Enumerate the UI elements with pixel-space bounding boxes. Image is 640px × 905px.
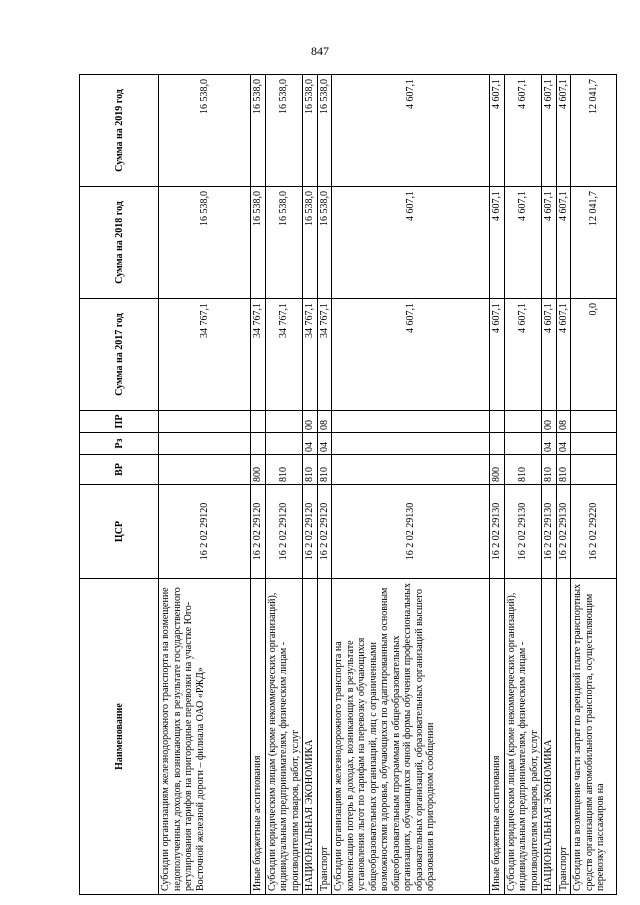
sum-2017-cell: 4 607,1 <box>490 299 505 411</box>
row-name-cell: НАЦИОНАЛЬНАЯ ЭКОНОМИКА <box>542 579 557 895</box>
sum-2019-cell: 16 538,0 <box>251 75 266 187</box>
sum-2017-cell: 34 767,1 <box>265 299 303 411</box>
header-sum-2017: Сумма на 2017 год <box>80 299 159 411</box>
row-name-cell: НАЦИОНАЛЬНАЯ ЭКОНОМИКА <box>303 579 318 895</box>
vr-cell: 810 <box>556 455 571 485</box>
rz-cell: 04 <box>556 433 571 455</box>
sum-2018-cell: 4 607,1 <box>332 187 490 299</box>
sum-2019-cell: 4 607,1 <box>542 75 557 187</box>
row-name-cell: Субсидии юридическим лицам (кроме некоммерческих организаций), индивидуальным предпринимателям, физическим лицам - производителям товаров, работ, услуг <box>265 579 303 895</box>
rotated-table-container <box>79 75 606 895</box>
sum-2019-cell: 16 538,0 <box>265 75 303 187</box>
header-csr: ЦСР <box>80 485 159 579</box>
sum-2019-cell: 12 041,7 <box>571 75 617 187</box>
pr-cell: 08 <box>556 411 571 433</box>
csr-cell: 16 2 02 29120 <box>251 485 266 579</box>
pr-cell <box>504 411 542 433</box>
rz-cell: 04 <box>317 433 332 455</box>
header-pr: ПР <box>80 411 159 433</box>
csr-cell: 16 2 02 29130 <box>542 485 557 579</box>
sum-2018-cell: 4 607,1 <box>504 187 542 299</box>
table-row <box>542 75 557 895</box>
sum-2019-cell: 4 607,1 <box>504 75 542 187</box>
csr-cell: 16 2 02 29130 <box>556 485 571 579</box>
table-row <box>317 75 332 895</box>
sum-2017-cell: 4 607,1 <box>332 299 490 411</box>
table-row <box>159 75 251 895</box>
page-number: 847 <box>311 44 329 58</box>
budget-table <box>79 74 617 895</box>
sum-2019-cell: 16 538,0 <box>159 75 251 187</box>
table-body <box>159 75 617 895</box>
sum-2017-cell: 34 767,1 <box>159 299 251 411</box>
row-name-cell: Субсидии на возмещение части затрат по арендной плате транспортных средств организациям автомобильного транспорта, осуществляющим перевозку пассажиров на <box>571 579 617 895</box>
sum-2018-cell: 16 538,0 <box>251 187 266 299</box>
table-row <box>556 75 571 895</box>
csr-cell: 16 2 02 29120 <box>159 485 251 579</box>
row-name-cell: Субсидии организациям железнодорожного транспорта на компенсацию потерь в доходах, возникающих в результате установления льгот по тарифам на перевозку обучающихся общеобразовательных организаций, лиц с ограниченными возможностями здоровья, обучающихся по адаптированным основным общеобразовательным программам в общеобразовательных организациях, обучающихся очной формы обучения профессиональных образовательных организаций, образовательных организаций высшего образования в пригородном сообщении <box>332 579 490 895</box>
rz-cell <box>490 433 505 455</box>
rz-cell <box>265 433 303 455</box>
table-header-row <box>80 75 159 895</box>
vr-cell <box>332 455 490 485</box>
rz-cell <box>571 433 617 455</box>
sum-2018-cell: 16 538,0 <box>265 187 303 299</box>
table-row <box>303 75 318 895</box>
vr-cell: 800 <box>251 455 266 485</box>
pr-cell <box>159 411 251 433</box>
rz-cell <box>332 433 490 455</box>
sum-2018-cell: 4 607,1 <box>490 187 505 299</box>
pr-cell <box>490 411 505 433</box>
row-name-cell: Транспорт <box>556 579 571 895</box>
table-row <box>504 75 542 895</box>
csr-cell: 16 2 02 29120 <box>303 485 318 579</box>
csr-cell: 16 2 02 29120 <box>265 485 303 579</box>
table-row <box>332 75 490 895</box>
sum-2018-cell: 16 538,0 <box>317 187 332 299</box>
vr-cell: 810 <box>542 455 557 485</box>
sum-2019-cell: 4 607,1 <box>332 75 490 187</box>
table-row <box>251 75 266 895</box>
sum-2017-cell: 0,0 <box>571 299 617 411</box>
pr-cell <box>251 411 266 433</box>
sum-2018-cell: 4 607,1 <box>542 187 557 299</box>
row-name-cell: Иные бюджетные ассигнования <box>251 579 266 895</box>
row-name-cell: Субсидии юридическим лицам (кроме некоммерческих организаций), индивидуальным предпринимателям, физическим лицам - производителям товаров, работ, услуг <box>504 579 542 895</box>
sum-2018-cell: 4 607,1 <box>556 187 571 299</box>
rz-cell <box>159 433 251 455</box>
rz-cell <box>504 433 542 455</box>
sum-2017-cell: 4 607,1 <box>542 299 557 411</box>
pr-cell: 00 <box>542 411 557 433</box>
pr-cell <box>332 411 490 433</box>
csr-cell: 16 2 02 29220 <box>571 485 617 579</box>
sum-2017-cell: 4 607,1 <box>504 299 542 411</box>
sum-2018-cell: 16 538,0 <box>303 187 318 299</box>
csr-cell: 16 2 02 29130 <box>490 485 505 579</box>
sum-2019-cell: 16 538,0 <box>303 75 318 187</box>
vr-cell <box>571 455 617 485</box>
csr-cell: 16 2 02 29120 <box>317 485 332 579</box>
header-sum-2018: Сумма на 2018 год <box>80 187 159 299</box>
header-name: Наименование <box>80 579 159 895</box>
header-sum-2019: Сумма на 2019 год <box>80 75 159 187</box>
sum-2019-cell: 4 607,1 <box>490 75 505 187</box>
csr-cell: 16 2 02 29130 <box>504 485 542 579</box>
sum-2018-cell: 12 041,7 <box>571 187 617 299</box>
row-name-cell: Транспорт <box>317 579 332 895</box>
vr-cell: 810 <box>265 455 303 485</box>
sum-2017-cell: 34 767,1 <box>303 299 318 411</box>
sum-2017-cell: 34 767,1 <box>317 299 332 411</box>
csr-cell: 16 2 02 29130 <box>332 485 490 579</box>
pr-cell <box>571 411 617 433</box>
pr-cell <box>265 411 303 433</box>
sum-2018-cell: 16 538,0 <box>159 187 251 299</box>
rz-cell: 04 <box>542 433 557 455</box>
vr-cell: 800 <box>490 455 505 485</box>
row-name-cell: Субсидии организациям железнодорожного транспорта на возмещение недополученных доходов, возникающих в результате государственного регулирования тарифов на пригородные перевозки на участке Юго-Восточной железной дороги – филиала ОАО «РЖД» <box>159 579 251 895</box>
table-row <box>265 75 303 895</box>
rotated-table-area <box>79 75 606 895</box>
table-row <box>571 75 617 895</box>
rz-cell: 04 <box>303 433 318 455</box>
sum-2017-cell: 34 767,1 <box>251 299 266 411</box>
header-vr: ВР <box>80 455 159 485</box>
vr-cell: 810 <box>303 455 318 485</box>
sum-2019-cell: 16 538,0 <box>317 75 332 187</box>
sum-2019-cell: 4 607,1 <box>556 75 571 187</box>
pr-cell: 08 <box>317 411 332 433</box>
row-name-cell: Иные бюджетные ассигнования <box>490 579 505 895</box>
table-row <box>490 75 505 895</box>
vr-cell <box>159 455 251 485</box>
vr-cell: 810 <box>317 455 332 485</box>
rz-cell <box>251 433 266 455</box>
pr-cell: 00 <box>303 411 318 433</box>
header-rz: Рз <box>80 433 159 455</box>
vr-cell: 810 <box>504 455 542 485</box>
sum-2017-cell: 4 607,1 <box>556 299 571 411</box>
